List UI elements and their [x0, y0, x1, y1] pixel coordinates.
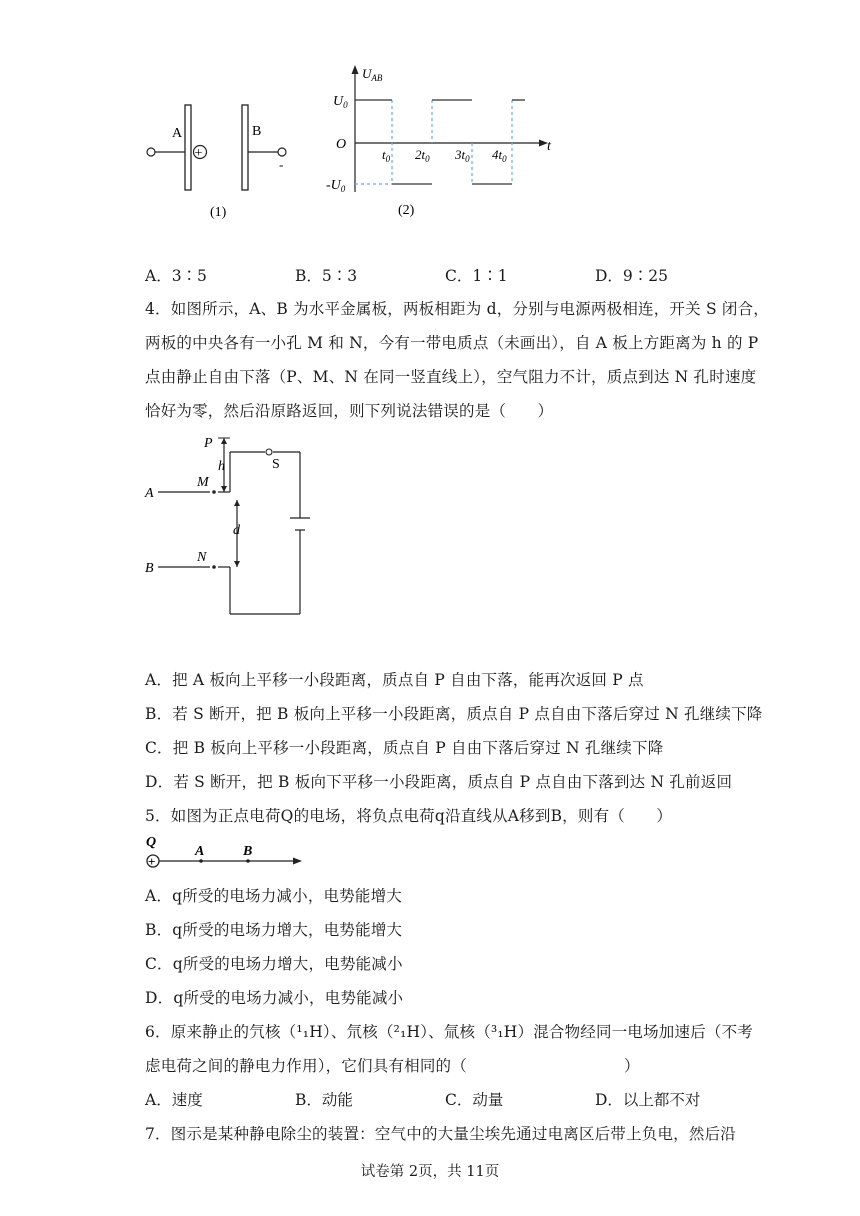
- label-p: P: [204, 436, 213, 451]
- figure-2-caption: (2): [398, 203, 415, 218]
- q3-option-a[interactable]: A．3∶5: [145, 267, 207, 285]
- q4-stem-line-4: 恰好为零，然后沿原路返回，则下列说法错误的是（ ）: [145, 402, 554, 420]
- origin-label: O: [336, 137, 347, 152]
- q4-option-a[interactable]: A．把 A 板向上平移一小段距离，质点自 P 自由下落，能再次返回 P 点: [145, 671, 644, 689]
- label-b: B: [145, 561, 154, 576]
- u0-label: $U_0$: [333, 94, 348, 110]
- tick-4t0: $4t_0$: [492, 147, 507, 164]
- tick-t0: $t_0$: [382, 147, 391, 164]
- label-point-b: B: [243, 844, 253, 859]
- plate-a-label: A: [172, 126, 183, 141]
- q5-option-a[interactable]: A．q所受的电场力减小，电势能增大: [145, 887, 403, 905]
- q6-option-b[interactable]: B．动能: [295, 1091, 353, 1109]
- q6-option-c[interactable]: C．动量: [445, 1091, 504, 1109]
- q4-figure-circuit: [140, 430, 320, 620]
- q5-option-b[interactable]: B．q所受的电场力增大，电势能增大: [145, 921, 403, 939]
- charge-plus-sign: +: [148, 854, 156, 869]
- label-q-charge: Q: [146, 835, 157, 850]
- label-d: d: [233, 523, 240, 538]
- q5-figure-point-charge: [142, 832, 312, 872]
- page-footer: 试卷第 2页，共 11页: [360, 1164, 500, 1180]
- label-s: S: [272, 457, 280, 472]
- label-point-a: A: [195, 844, 205, 859]
- plus-sign: +: [194, 146, 203, 161]
- q4-option-b[interactable]: B．若 S 断开，把 B 板向上平移一小段距离，质点自 P 点自由下落后穿过 N 孔继续下降: [145, 705, 763, 723]
- q3-option-c[interactable]: C．1∶1: [445, 267, 508, 285]
- q4-stem-line-2: 两板的中央各有一小孔 M 和 N，今有一带电质点（未画出），自 A 板上方距离为 h 的 P: [145, 334, 759, 352]
- q4-option-c[interactable]: C．把 B 板向上平移一小段距离，质点自 P 自由下落后穿过 N 孔继续下降: [145, 739, 664, 757]
- q3-option-b[interactable]: B．5∶3: [295, 267, 358, 285]
- figure-2-voltage-graph: [320, 62, 565, 227]
- q7-stem-line-1: 7．图示是某种静电除尘的装置：空气中的大量尘埃先通过电离区后带上负电，然后沿: [145, 1125, 736, 1143]
- label-h: h: [218, 459, 225, 474]
- minus-sign: -: [279, 157, 284, 172]
- q4-stem-line-1: 4．如图所示，A、B 为水平金属板，两板相距为 d，分别与电源两极相连，开关 S 闭合，: [145, 300, 769, 318]
- q6-option-a[interactable]: A．速度: [145, 1091, 203, 1109]
- q5-option-c[interactable]: C．q所受的电场力增大，电势能减小: [145, 955, 403, 973]
- q4-option-d[interactable]: D．若 S 断开，把 B 板向下平移一小段距离，质点自 P 点自由下落到达 N 孔前返回: [145, 773, 733, 791]
- tick-3t0: $3t_0$: [455, 147, 470, 164]
- q6-stem-line-2: 虑电荷之间的静电力作用），它们具有相同的（ ）: [145, 1057, 640, 1075]
- q3-option-d[interactable]: D．9∶25: [595, 267, 669, 285]
- q5-option-d[interactable]: D．q所受的电场力减小，电势能减小: [145, 989, 404, 1007]
- neg-u0-label: $-U_0$: [326, 178, 346, 194]
- figure-1-capacitor: [140, 95, 310, 230]
- figure-1-caption: (1): [210, 205, 227, 220]
- q4-stem-line-3: 点由静止自由下落（P、M、N 在同一竖直线上），空气阻力不计，质点到达 N 孔时速度: [145, 368, 757, 386]
- q5-stem: 5．如图为正点电荷Q的电场，将负点电荷q沿直线从A移到B，则有（ ）: [145, 807, 673, 825]
- y-axis-label: $U_{AB}$: [362, 66, 383, 83]
- x-axis-label: t: [547, 139, 551, 154]
- q6-option-d[interactable]: D．以上都不对: [595, 1091, 701, 1109]
- plate-b-label: B: [252, 124, 262, 139]
- label-a: A: [145, 486, 154, 501]
- label-n: N: [197, 550, 207, 565]
- tick-2t0: $2t_0$: [415, 147, 430, 164]
- q6-stem-line-1: 6．原来静止的氕核（¹₁H）、氘核（²₁H）、氚核（³₁H）混合物经同一电场加速后（不考: [145, 1023, 753, 1041]
- label-m: M: [197, 475, 209, 490]
